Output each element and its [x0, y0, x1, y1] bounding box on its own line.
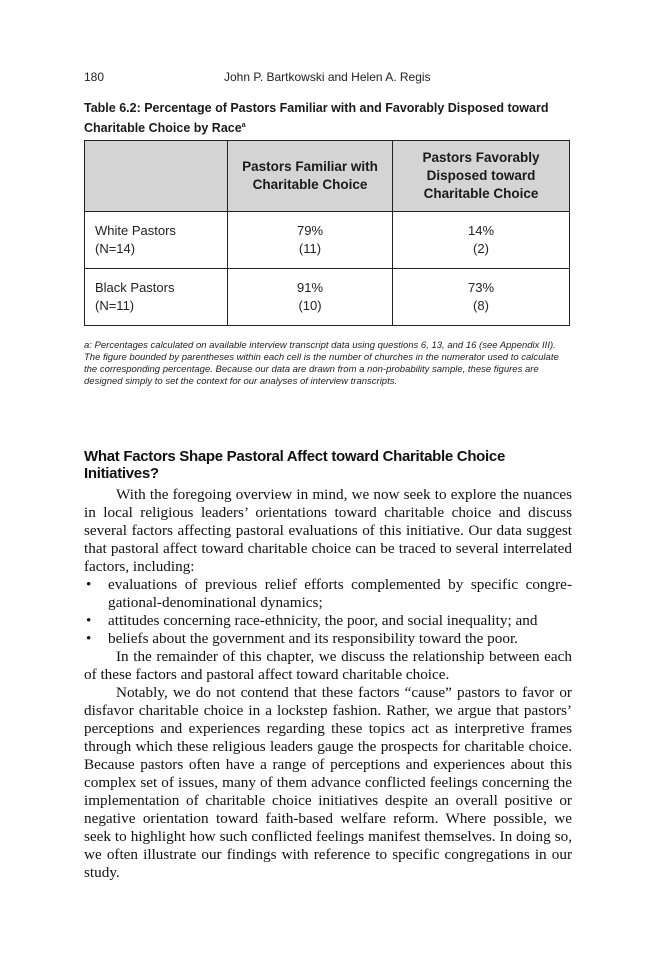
body-text [84, 486, 572, 882]
row-label-n: (N=14) [95, 241, 136, 256]
list-item-text: beliefs about the government and its responsibility toward the poor. [108, 630, 518, 647]
cell-count: (8) [473, 298, 489, 313]
cell-favorable [393, 212, 570, 269]
cell-count: (11) [298, 241, 322, 256]
row-label-group: White Pastors [95, 223, 176, 238]
cell-count: (2) [473, 241, 489, 256]
paragraph: With the foregoing overview in mind, we now seek to explore the nuances in local religious leaders’ orientations toward charitable choice and discuss several factors affecting pastoral evaluations of this initiative. Our data suggest that pastoral affect toward charitable choice can be traced to several interrelated factors, including: [84, 486, 572, 575]
bullet-icon: • [86, 630, 92, 647]
list-item-text: attitudes concerning race-ethnicity, the poor, and social inequality; and [108, 612, 538, 629]
cell-percent: 73% [467, 280, 495, 295]
list-item-text: evaluations of previous relief efforts complemented by specific congregational-denominational dynamics; [108, 576, 572, 611]
page-number: 180 [84, 70, 105, 84]
table-caption-text: Table 6.2: Percentage of Pastors Familiar with and Favorably Disposed toward Charitable Choice by Race [84, 101, 549, 136]
list-item [84, 576, 572, 612]
data-table [84, 140, 570, 326]
table-header-familiar: Pastors Familiar with Charitable Choice [228, 141, 393, 212]
cell-percent: 91% [296, 280, 324, 295]
running-head-authors: John P. Bartkowski and Helen A. Regis [224, 70, 431, 84]
cell-percent: 14% [467, 223, 495, 238]
row-label [85, 269, 228, 326]
table-header-favorable: Pastors Favorably Disposed toward Charitable Choice [393, 141, 570, 212]
row-label-group: Black Pastors [95, 280, 175, 295]
bullet-icon: • [86, 612, 92, 629]
table-footnote: a: Percentages calculated on available interview transcript data using questions 6, 13, and 16 (see Appendix III). The figure bounded by parentheses within each cell is the number of churches in the numerator used to calculate the corresponding percentage. Because our data are drawn from a non-probability sample, these figures are designed simply to set the context for our analyses of interview transcripts. [84, 340, 559, 387]
table-caption [84, 100, 574, 137]
cell-count: (10) [298, 298, 322, 313]
cell-percent: 79% [296, 223, 324, 238]
list-item [84, 630, 572, 648]
list-item [84, 612, 572, 630]
bullet-icon: • [86, 576, 92, 593]
paragraph: In the remainder of this chapter, we discuss the relationship between each of these factors and pastoral affect toward charitable choice. [84, 648, 572, 683]
row-label [85, 212, 228, 269]
table-row [85, 269, 570, 326]
table-caption-footnote-marker: a [241, 122, 246, 129]
factor-list [84, 576, 572, 648]
cell-familiar [228, 212, 393, 269]
paragraph: Notably, we do not contend that these factors “cause” pastors to favor or disfavor charitable choice in a lockstep fashion. Rather, we argue that pastors’ perceptions and experiences regarding these topics act as interpretive frames through which these religious leaders gauge the prospects for charitable choice. Because pastors often have a range of perceptions and experiences about this complex set of issues, many of them advance conflicted feelings concerning the implementation of charitable choice initiatives despite an overall positive or negative orientation toward faith-based welfare reform. Where possible, we seek to highlight how such conflicted feelings manifest themselves. In doing so, we often illustrate our findings with reference to specific congregations in our study. [84, 684, 572, 881]
table-header-row [85, 141, 570, 212]
cell-familiar [228, 269, 393, 326]
table-header-blank [85, 141, 228, 212]
table-row [85, 212, 570, 269]
row-label-n: (N=11) [95, 298, 135, 313]
section-heading: What Factors Shape Pastoral Affect toward Charitable Choice Initiatives? [84, 448, 505, 482]
cell-favorable [393, 269, 570, 326]
